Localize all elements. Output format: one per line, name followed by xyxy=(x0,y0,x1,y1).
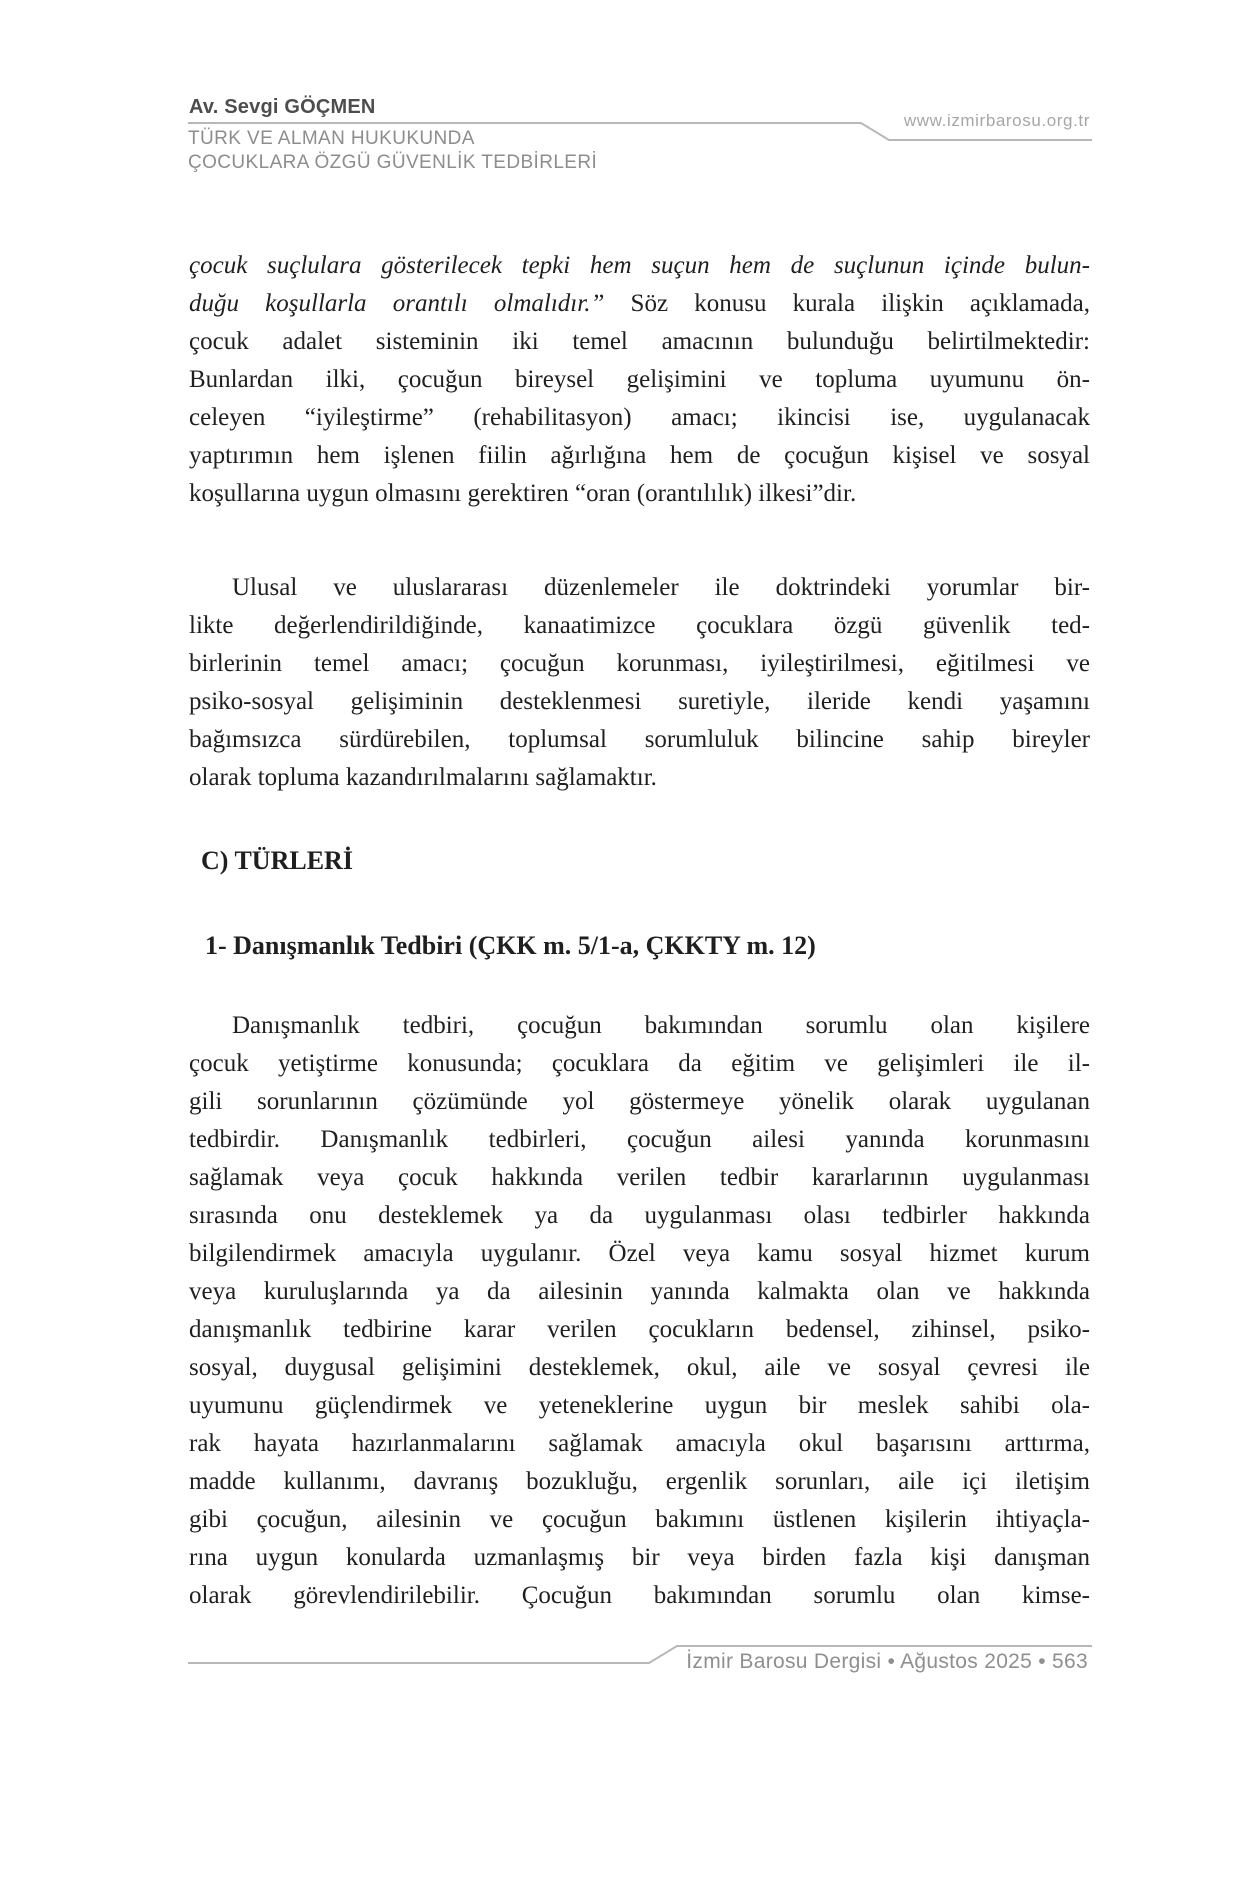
paragraph xyxy=(189,1007,1090,1615)
body-line: Ulusal ve uluslararası düzenlemeler ile doktrindeki yorumlar bir- xyxy=(232,574,1090,601)
body-line: bağımsızca sürdürebilen, toplumsal sorumluluk bilincine sahip bireyler xyxy=(189,726,1090,753)
body-line: uyumunu güçlendirmek ve yeteneklerine uygun bir meslek sahibi ola- xyxy=(189,1392,1090,1419)
author-name: Av. Sevgi GÖÇMEN xyxy=(189,96,376,118)
body-line: psiko-sosyal gelişiminin desteklenmesi suretiyle, ileride kendi yaşamını xyxy=(189,688,1090,715)
body-line: Bunlardan ilki, çocuğun bireysel gelişimini ve topluma uyumunu ön- xyxy=(189,366,1090,393)
body-line xyxy=(189,247,1090,285)
body-line: birlerinin temel amacı; çocuğun korunması, iyileştirilmesi, eğitilmesi ve xyxy=(189,650,1090,677)
body-line: tedbirdir. Danışmanlık tedbirleri, çocuğun ailesi yanında korunmasını xyxy=(189,1126,1090,1153)
body-line: yaptırımın hem işlenen fiilin ağırlığına hem de çocuğun kişisel ve sosyal xyxy=(189,442,1090,469)
body-line: rına uygun konularda uzmanlaşmış bir veya birden fazla kişi danışman xyxy=(189,1544,1090,1571)
body-line: sosyal, duygusal gelişimini desteklemek, okul, aile ve sosyal çevresi ile xyxy=(189,1354,1090,1381)
body-line: koşullarına uygun olmasını gerektiren “oran (orantılılık) ilkesi”dir. xyxy=(189,480,857,507)
body-line: sırasında onu desteklemek ya da uygulanması olası tedbirler hakkında xyxy=(189,1202,1090,1229)
article-title-line-2: ÇOCUKLARA ÖZGÜ GÜVENLİK TEDBİRLERİ xyxy=(188,152,598,173)
body-line: celeyen “iyileştirme” (rehabilitasyon) amacı; ikincisi ise, uygulanacak xyxy=(189,404,1090,431)
body-line: gili sorunlarının çözümünde yol göstermeye yönelik olarak uygulanan xyxy=(189,1088,1090,1115)
italic-quote-text: çocuk suçlulara gösterilecek tepki hem suçun hem de suçlunun içinde bulun- xyxy=(189,252,1090,279)
body-line: danışmanlık tedbirine karar verilen çocukların bedensel, zihinsel, psiko- xyxy=(189,1316,1090,1343)
body-line: gibi çocuğun, ailesinin ve çocuğun bakımını üstlenen kişilerin ihtiyaçla- xyxy=(189,1506,1090,1533)
article-title xyxy=(188,127,597,175)
text-segment: Söz konusu kurala ilişkin açıklamada, xyxy=(604,290,1090,317)
section-heading: C) TÜRLERİ xyxy=(201,846,353,875)
body-line: rak hayata hazırlanmalarını sağlamak amacıyla okul başarısını arttırma, xyxy=(189,1430,1090,1457)
section-heading: 1- Danışmanlık Tedbiri (ÇKK m. 5/1-a, ÇKKTY m. 12) xyxy=(205,931,816,960)
body-line xyxy=(189,285,1090,323)
body-line: madde kullanımı, davranış bozukluğu, ergenlik sorunları, aile içi iletişim xyxy=(189,1468,1090,1495)
body-line: Danışmanlık tedbiri, çocuğun bakımından sorumlu olan kişilere xyxy=(232,1012,1090,1039)
journal-website: www.izmirbarosu.org.tr xyxy=(903,111,1090,130)
body-line: çocuk yetiştirme konusunda; çocuklara da eğitim ve gelişimleri ile il- xyxy=(189,1050,1090,1077)
paragraph xyxy=(189,569,1090,797)
paragraph xyxy=(189,247,1090,513)
body-line: bilgilendirmek amacıyla uygulanır. Özel veya kamu sosyal hizmet kurum xyxy=(189,1240,1090,1267)
body-line: çocuk adalet sisteminin iki temel amacının bulunduğu belirtilmektedir: xyxy=(189,328,1090,355)
italic-quote-text: duğu koşullarla orantılı olmalıdır.” xyxy=(189,290,605,317)
body-line: olarak topluma kazandırılmalarını sağlamaktır. xyxy=(189,764,657,791)
article-title-line-1: TÜRK VE ALMAN HUKUKUNDA xyxy=(188,128,475,149)
body-line: veya kuruluşlarında ya da ailesinin yanında kalmakta olan ve hakkında xyxy=(189,1278,1090,1305)
body-line: sağlamak veya çocuk hakkında verilen tedbir kararlarının uygulanması xyxy=(189,1164,1090,1191)
journal-footer-text: İzmir Barosu Dergisi • Ağustos 2025 • 563 xyxy=(686,1650,1088,1673)
article-body xyxy=(189,247,1090,1615)
body-line: olarak görevlendirilebilir. Çocuğun bakımından sorumlu olan kimse- xyxy=(189,1582,1090,1609)
body-line: likte değerlendirildiğinde, kanaatimizce çocuklara özgü güvenlik ted- xyxy=(189,612,1090,639)
